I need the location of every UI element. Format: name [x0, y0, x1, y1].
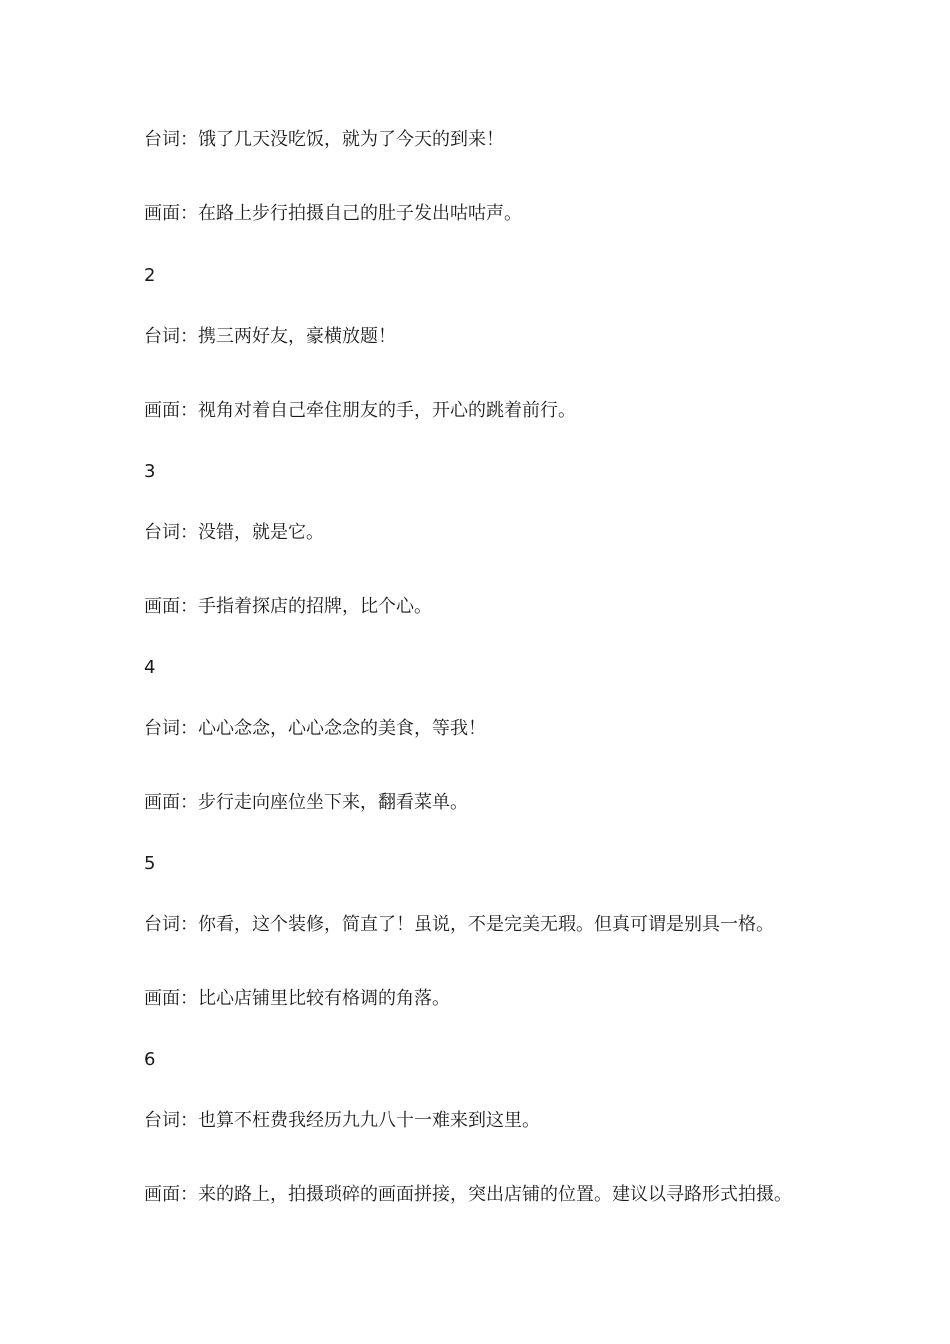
scene-5-dialogue: 台词：你看，这个装修，简直了！虽说，不是完美无瑕。但真可谓是别具一格。 [144, 914, 774, 935]
scene-5-visual: 画面：比心店铺里比较有格调的角落。 [144, 988, 450, 1009]
scene-3-dialogue: 台词：没错，就是它。 [144, 522, 324, 543]
scene-6-visual: 画面：来的路上，拍摄琐碎的画面拼接，突出店铺的位置。建议以寻路形式拍摄。 [144, 1184, 792, 1205]
scene-1-visual: 画面：在路上步行拍摄自己的肚子发出咕咕声。 [144, 203, 522, 224]
scene-4-number: 4 [144, 657, 156, 678]
scene-6-number: 6 [144, 1049, 156, 1070]
scene-1-dialogue: 台词：饿了几天没吃饭，就为了今天的到来！ [144, 129, 504, 150]
scene-2-dialogue: 台词：携三两好友，豪横放题！ [144, 326, 396, 347]
scene-4-visual: 画面：步行走向座位坐下来，翻看菜单。 [144, 792, 468, 813]
scene-6-dialogue: 台词：也算不枉费我经历九九八十一难来到这里。 [144, 1110, 540, 1131]
scene-3-number: 3 [144, 461, 156, 482]
scene-5-number: 5 [144, 853, 156, 874]
scene-4-dialogue: 台词：心心念念，心心念念的美食，等我！ [144, 718, 486, 739]
scene-2-number: 2 [144, 265, 156, 286]
scene-3-visual: 画面：手指着探店的招牌，比个心。 [144, 596, 432, 617]
scene-2-visual: 画面：视角对着自己牵住朋友的手，开心的跳着前行。 [144, 400, 576, 421]
